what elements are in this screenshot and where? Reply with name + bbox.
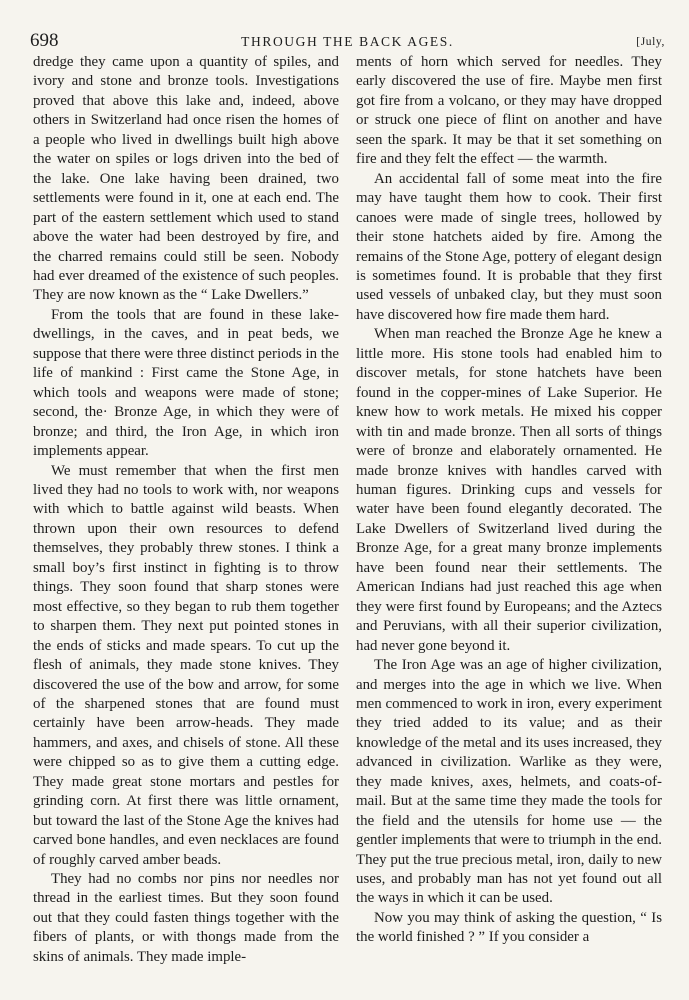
issue-month-mark: [July, <box>636 36 665 48</box>
paragraph: We must remember that when the first men lived they had no tools to work with, nor weapons with which to battle against wild beasts. When thrown upon their own resources to defend themselves, they probably threw stones. I think a small boy’s first instinct in fighting is to throw things. They soon found that sharp stones were most effective, so they began to rub them together to sharpen them. They next put pointed stones in the ends of sticks and made spears. To cut up the flesh of animals, they made stone knives. They discovered the use of the bow and arrow, for some of the sharpened stones that are found must certainly have been arrow-heads. They made hammers, and axes, and chisels of stone. All these were chipped so as to give them a cutting edge. They made great stone mortars and pestles for grinding corn. At first there was little ornament, but toward the last of the Stone Age the knives had carved bone handles, and even necklaces are found of roughly carved amber beads. <box>33 462 339 868</box>
paragraph: When man reached the Bronze Age he knew a little more. His stone tools had enabled him to discover metals, for stone hatchets have been found in the copper-mines of Lake Superior. He knew how to work metals. He mixed his copper with tin and made bronze. Then all sorts of things were of bronze and elaborately ornamented. He made bronze knives with handles carved with human figures. Drinking cups and vessels for water have been found elegantly decorated. The Lake Dwellers of Switzerland lived during the Bronze Age, for a great many bronze implements have been found near their settlements. The American Indians had just reached this age when they were first found by Europeans; and the Aztecs and Peruvians, with all their superior civilization, had never gone beyond it. <box>356 326 662 654</box>
paragraph: From the tools that are found in these lake-dwellings, in the caves, and in peat beds, we suppose that there were three distinct periods in the life of mankind : First came the Stone Age, in which tools and weapons were made of stone; second, the· Bronze Age, in which they were of bronze; and third, the Iron Age, in which iron implements appear. <box>33 306 339 460</box>
running-title: THROUGH THE BACK AGES. <box>241 34 454 49</box>
paragraph: The Iron Age was an age of higher civilization, and merges into the age in which we live. When men commenced to work in iron, every experiment they tried added to its value; and as their knowledge of the metal and its uses increased, they advanced in civilization. Warlike as they were, they made knives, axes, helmets, and coats-of-mail. But at the same time they made the tools for the field and the utensils for home use — the gentler implements that were to triumph in the end. They put the true precious metal, iron, daily to new uses, and probably man has not yet found out all the ways in which it can be used. <box>356 657 662 907</box>
paragraph: dredge they came upon a quantity of spiles, and ivory and stone and bronze tools. Investigations proved that above this lake and, indeed, above others in Switzerland had once risen the homes of a people who lived in dwellings built high above the water on spiles or logs driven into the bed of the lake. One lake having been drained, two settlements were found in it, one at each end. The part of the eastern settlement which used to stand above the water had been destroyed by fire, and the charred remains could still be seen. Nobody had ever dreamed of the existence of such peoples. They are now known as the “ Lake Dwellers.” <box>33 54 339 304</box>
paragraph: They had no combs nor pins nor needles nor thread in the earliest times. But they soon found out that they could fasten things together with the fibers of plants, or with thongs made from the skins of animals. They made imple- <box>33 871 339 965</box>
page-header <box>30 31 665 51</box>
right-column <box>356 53 662 948</box>
paragraph: An accidental fall of some meat into the fire may have taught them how to cook. Their first canoes were made of single trees, hollowed by their stone hatchets aided by fire. Among the remains of the Stone Age, pottery of elegant design is sometimes found. It is probable that they first used vessels of unbaked clay, but they must soon have discovered how fire made them hard. <box>356 170 662 323</box>
page-number: 698 <box>30 30 59 51</box>
paragraph: Now you may think of asking the question, “ Is the world finished ? ” If you consider a <box>356 909 662 946</box>
left-column <box>33 53 339 967</box>
paragraph: ments of horn which served for needles. They early discovered the use of fire. Maybe men first got fire from a volcano, or they may have dropped or struck one piece of flint on another and have seen the spark. It may be that it set something on fire and they felt the effect — the warmth. <box>356 54 662 168</box>
